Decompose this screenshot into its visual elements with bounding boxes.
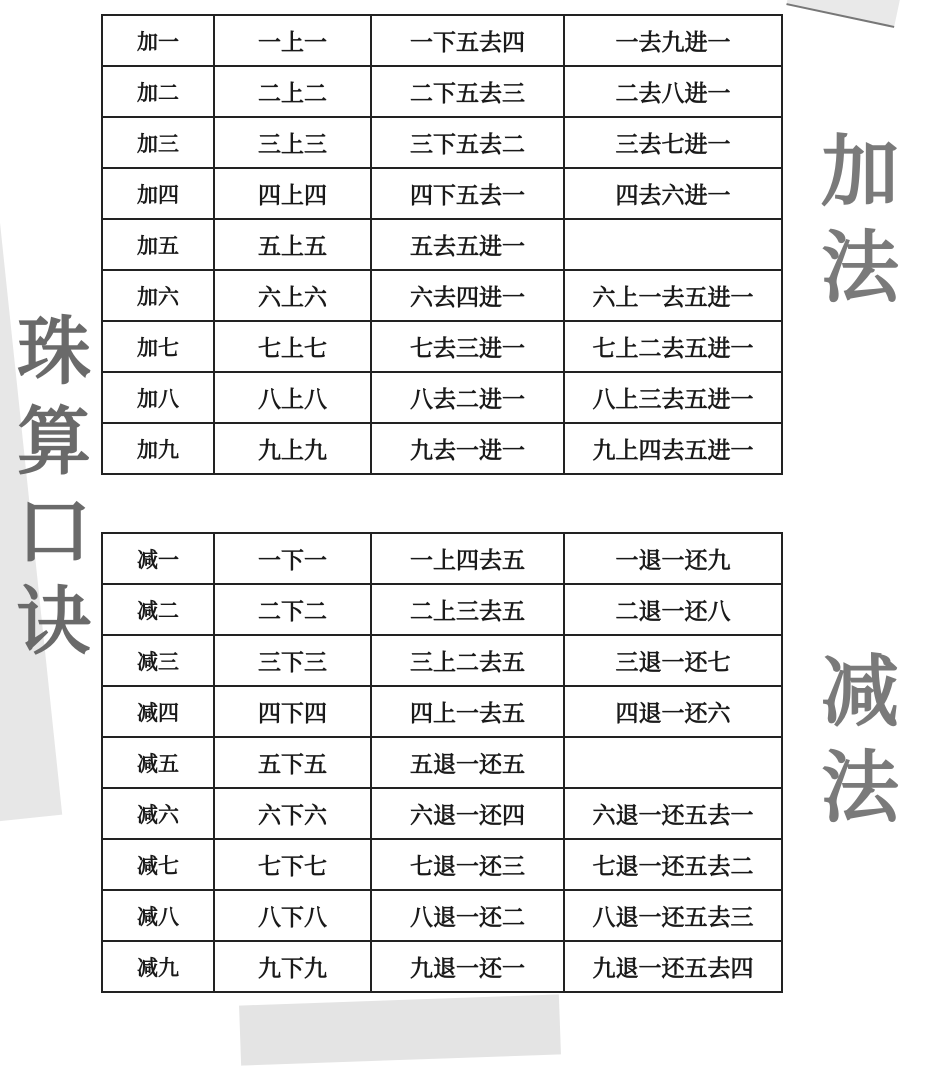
rule-five-cell: 八去二进一 [371, 372, 564, 423]
background-paper-shape-bottom [239, 994, 561, 1065]
rule-five-cell: 六退一还四 [371, 788, 564, 839]
rule-carry-cell [564, 219, 782, 270]
rule-carry-cell: 二退一还八 [564, 584, 782, 635]
operation-cell: 减四 [102, 686, 214, 737]
rule-five-cell: 九退一还一 [371, 941, 564, 992]
operation-cell: 加九 [102, 423, 214, 474]
rule-cell: 九下九 [214, 941, 371, 992]
rule-carry-cell: 三去七进一 [564, 117, 782, 168]
rule-cell: 五下五 [214, 737, 371, 788]
rule-carry-cell: 七上二去五进一 [564, 321, 782, 372]
table-row [102, 66, 782, 117]
rule-carry-cell: 四去六进一 [564, 168, 782, 219]
rule-five-cell: 八退一还二 [371, 890, 564, 941]
rule-cell: 八下八 [214, 890, 371, 941]
operation-cell: 加四 [102, 168, 214, 219]
rule-carry-cell: 九上四去五进一 [564, 423, 782, 474]
table-row [102, 788, 782, 839]
table-row [102, 635, 782, 686]
rule-cell: 二上二 [214, 66, 371, 117]
operation-cell: 减八 [102, 890, 214, 941]
rule-five-cell: 七去三进一 [371, 321, 564, 372]
rule-cell: 一下一 [214, 533, 371, 584]
table-row [102, 941, 782, 992]
rule-five-cell: 五退一还五 [371, 737, 564, 788]
rule-cell: 一上一 [214, 15, 371, 66]
table-row [102, 15, 782, 66]
rule-cell: 三上三 [214, 117, 371, 168]
rule-five-cell: 四上一去五 [371, 686, 564, 737]
table-row [102, 533, 782, 584]
rule-carry-cell [564, 737, 782, 788]
rule-five-cell: 二下五去三 [371, 66, 564, 117]
subtraction-table [101, 532, 783, 993]
rule-five-cell: 一下五去四 [371, 15, 564, 66]
rule-cell: 八上八 [214, 372, 371, 423]
rule-carry-cell: 六上一去五进一 [564, 270, 782, 321]
operation-cell: 加六 [102, 270, 214, 321]
operation-cell: 减六 [102, 788, 214, 839]
rule-cell: 七上七 [214, 321, 371, 372]
rule-five-cell: 二上三去五 [371, 584, 564, 635]
rule-carry-cell: 九退一还五去四 [564, 941, 782, 992]
operation-cell: 加二 [102, 66, 214, 117]
table-row [102, 839, 782, 890]
background-paper-shape-top-right [786, 0, 903, 28]
rule-cell: 九上九 [214, 423, 371, 474]
table-row [102, 270, 782, 321]
rule-cell: 四下四 [214, 686, 371, 737]
table-row [102, 321, 782, 372]
rule-carry-cell: 一退一还九 [564, 533, 782, 584]
rule-five-cell: 七退一还三 [371, 839, 564, 890]
operation-cell: 加七 [102, 321, 214, 372]
rule-cell: 二下二 [214, 584, 371, 635]
operation-cell: 加三 [102, 117, 214, 168]
operation-cell: 减九 [102, 941, 214, 992]
rule-five-cell: 三下五去二 [371, 117, 564, 168]
rule-carry-cell: 七退一还五去二 [564, 839, 782, 890]
rule-carry-cell: 二去八进一 [564, 66, 782, 117]
table-row [102, 890, 782, 941]
operation-cell: 减三 [102, 635, 214, 686]
table-row [102, 686, 782, 737]
rule-cell: 五上五 [214, 219, 371, 270]
addition-section-title: 加法 [808, 130, 898, 322]
rule-cell: 七下七 [214, 839, 371, 890]
operation-cell: 加五 [102, 219, 214, 270]
rule-carry-cell: 六退一还五去一 [564, 788, 782, 839]
operation-cell: 减五 [102, 737, 214, 788]
rule-five-cell: 六去四进一 [371, 270, 564, 321]
operation-cell: 加八 [102, 372, 214, 423]
table-row [102, 423, 782, 474]
rule-carry-cell: 三退一还七 [564, 635, 782, 686]
operation-cell: 减七 [102, 839, 214, 890]
abacus-mnemonics-title: 珠算口诀 [5, 312, 91, 672]
rule-five-cell: 一上四去五 [371, 533, 564, 584]
rule-carry-cell: 四退一还六 [564, 686, 782, 737]
rule-cell: 六上六 [214, 270, 371, 321]
rule-cell: 六下六 [214, 788, 371, 839]
rule-five-cell: 四下五去一 [371, 168, 564, 219]
rule-five-cell: 三上二去五 [371, 635, 564, 686]
addition-table [101, 14, 783, 475]
table-row [102, 168, 782, 219]
operation-cell: 减二 [102, 584, 214, 635]
table-row [102, 117, 782, 168]
rule-carry-cell: 一去九进一 [564, 15, 782, 66]
table-row [102, 584, 782, 635]
rule-five-cell: 九去一进一 [371, 423, 564, 474]
rule-carry-cell: 八上三去五进一 [564, 372, 782, 423]
operation-cell: 减一 [102, 533, 214, 584]
subtraction-section-title: 减法 [808, 650, 898, 842]
table-row [102, 219, 782, 270]
table-row [102, 372, 782, 423]
table-row [102, 737, 782, 788]
operation-cell: 加一 [102, 15, 214, 66]
rule-cell: 四上四 [214, 168, 371, 219]
rule-cell: 三下三 [214, 635, 371, 686]
rule-carry-cell: 八退一还五去三 [564, 890, 782, 941]
rule-five-cell: 五去五进一 [371, 219, 564, 270]
